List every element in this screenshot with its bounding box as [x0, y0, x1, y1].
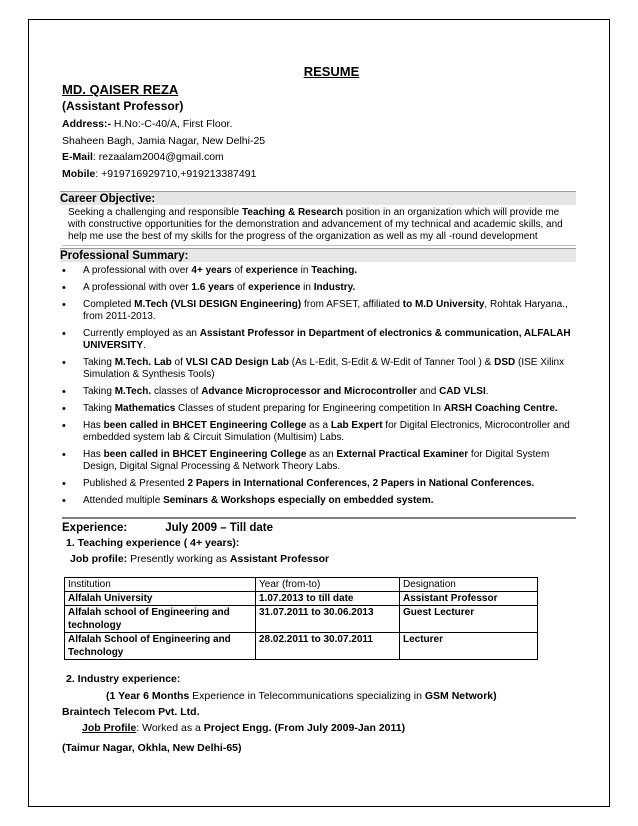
table-cell: Lecturer	[400, 633, 538, 660]
experience-heading	[62, 517, 576, 534]
summary-item: • Currently employed as an Assistant Professor in Department of electronics & communication, ALFALAH UNIVERSITY.	[62, 328, 571, 351]
company-name: Braintech Telecom Pvt. Ltd.	[62, 706, 200, 718]
summary-item: • Has been called in BHCET Engineering College as an External Practical Examiner for Digital System Design, Digital Signal Processing & Network Theory Labs.	[62, 449, 550, 472]
summary-item: • Published & Presented 2 Papers in International Conferences, 2 Papers in National Conferences.	[62, 478, 535, 490]
industry-experience-line: (1 Year 6 Months Experience in Telecommunications specializing in GSM Network)	[106, 690, 497, 702]
table-cell: Assistant Professor	[400, 592, 538, 606]
address-value: H.No:-C-40/A, First Floor.	[111, 118, 233, 130]
table-cell: 31.07.2011 to 30.06.2013	[256, 606, 400, 633]
summary-item: • A professional with over 1.6 years of experience in Industry.	[62, 282, 356, 294]
company-job-profile: Job Profile: Worked as a Project Engg. (From July 2009-Jan 2011)	[82, 722, 406, 734]
mobile-value: : +919716929710,+919213387491	[95, 167, 257, 180]
table-cell: Alfalah school of Engineering and technology	[65, 606, 256, 633]
candidate-role: (Assistant Professor)	[62, 99, 184, 113]
bullet-icon: •	[62, 282, 66, 294]
address-label: Address:-	[62, 118, 112, 130]
career-objective	[62, 207, 576, 246]
summary-item: • Taking M.Tech. classes of Advance Microprocessor and Microcontroller and CAD VLSI.	[62, 386, 489, 398]
candidate-name: MD. QAISER REZA	[62, 82, 179, 97]
email-line	[62, 149, 576, 166]
company-location: (Taimur Nagar, Okhla, New Delhi-65)	[62, 742, 242, 754]
professional-summary-list	[62, 265, 576, 507]
summary-item: • Taking Mathematics Classes of student preparing for Engineering competition In ARSH Coaching Centre.	[62, 403, 558, 415]
table-row	[65, 633, 538, 660]
bullet-icon: •	[62, 478, 66, 490]
table-row	[65, 606, 538, 633]
professional-summary-heading: Professional Summary:	[60, 248, 576, 262]
teaching-experience-heading: 1. Teaching experience ( 4+ years):	[66, 537, 240, 549]
table-cell: 28.02.2011 to 30.07.2011	[256, 633, 400, 660]
table-header-row	[65, 578, 538, 592]
experience-label: Experience:	[62, 522, 128, 534]
address-line-1	[62, 116, 576, 133]
table-row	[65, 592, 538, 606]
mobile-line	[62, 166, 576, 183]
summary-item: • Has been called in BHCET Engineering College as a Lab Expert for Digital Electronics, Microcontroller and embedded system lab & Circuit Simulation (Multisim) Labs.	[62, 420, 570, 443]
industry-experience-heading: 2. Industry experience:	[66, 673, 181, 685]
email-label: E-Mail	[62, 151, 93, 163]
table-header-cell: Year (from-to)	[256, 578, 400, 592]
table-cell: Alfalah University	[65, 592, 256, 606]
bullet-icon: •	[62, 328, 66, 340]
bullet-icon: •	[62, 386, 66, 398]
bullet-icon: •	[62, 495, 66, 507]
experience-dates: July 2009 – Till date	[165, 522, 274, 534]
career-objective-heading: Career Objective:	[60, 191, 576, 205]
summary-item: • Completed M.Tech (VLSI DESIGN Engineering) from AFSET, affiliated to M.D University, Rohtak Haryana., from 2011-2013.	[62, 299, 568, 322]
table-cell: 1.07.2013 to till date	[256, 592, 400, 606]
address-line-2: Shaheen Bagh, Jamia Nagar, New Delhi-25	[62, 134, 266, 147]
bullet-icon: •	[62, 449, 66, 461]
bullet-icon: •	[62, 299, 66, 311]
email-value: : rezaalam2004@gmail.com	[92, 151, 224, 163]
mobile-label: Mobile	[62, 167, 96, 180]
summary-item: • Taking M.Tech. Lab of VLSI CAD Design Lab (As L-Edit, S-Edit & W-Edit of Tanner Tool ) & DSD (ISE Xilinx Simulation & Synthesis Tools)	[62, 357, 565, 380]
resume-document	[62, 64, 576, 755]
table-cell: Guest Lecturer	[400, 606, 538, 633]
summary-item: • A professional with over 4+ years of experience in Teaching.	[62, 265, 358, 277]
job-profile-line: Job profile: Presently working as Assistant Professor	[70, 553, 330, 565]
bullet-icon: •	[62, 420, 66, 432]
bullet-icon: •	[62, 403, 66, 415]
career-objective-text: Seeking a challenging and responsible Teaching & Research position in an organization which will provide me with constructive opportunities for the demonstration and advancement of my technical and academic skills, and help me use the best of my skills for the progress of the organization as well as my all -round development	[68, 207, 563, 242]
table-header-cell: Institution	[65, 578, 256, 592]
bullet-icon: •	[62, 265, 66, 277]
summary-item: • Attended multiple Seminars & Workshops especially on embedded system.	[62, 495, 434, 507]
resume-title: RESUME	[303, 64, 360, 79]
teaching-experience-table	[64, 577, 538, 660]
bullet-icon: •	[62, 357, 66, 369]
table-header-cell: Designation	[400, 578, 538, 592]
table-cell: Alfalah School of Engineering and Technology	[65, 633, 256, 660]
